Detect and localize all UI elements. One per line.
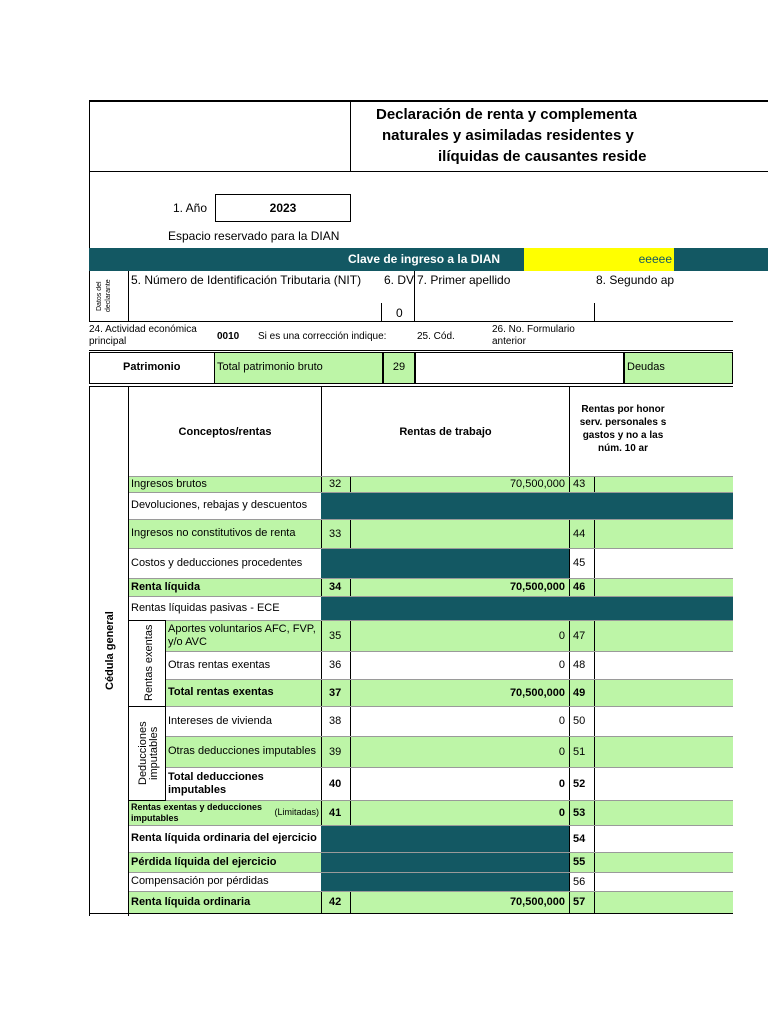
line-number-text: 40 [329, 777, 342, 790]
line-number-2-text: 50 [573, 715, 586, 727]
concept-cell [129, 519, 321, 548]
concept-cell [129, 492, 321, 519]
line-number-2 [569, 891, 595, 913]
concept-label: Costos y deducciones procedentes [131, 556, 303, 569]
concept-label: Ingresos brutos [131, 477, 207, 490]
work-value-input[interactable] [351, 891, 569, 913]
work-value: 0 [558, 659, 565, 671]
concept-cell [129, 476, 321, 492]
line-number-2 [569, 519, 595, 548]
line-number-2-text: 48 [573, 659, 586, 671]
line-number-2 [569, 872, 595, 891]
line-number-2 [569, 767, 595, 800]
concept-suffix: (Limitadas) [274, 807, 319, 817]
work-value-input[interactable] [351, 620, 569, 651]
honor-value-input[interactable] [595, 679, 733, 706]
concept-cell [166, 706, 321, 736]
line-number-text: 42 [329, 896, 342, 908]
line-number-2 [569, 548, 595, 578]
group-exentas-label: Rentas exentas [143, 624, 155, 702]
concept-label: Renta líquida ordinaria [131, 895, 251, 908]
line-number-2-text: 43 [573, 478, 586, 490]
line-number-2 [569, 736, 595, 767]
honor-value-input[interactable] [595, 767, 733, 800]
col-concepts-text: Conceptos/rentas [178, 425, 272, 438]
dian-key-label: Clave de ingreso a la DIAN [348, 252, 501, 266]
line-number-2 [569, 706, 595, 736]
work-value-input[interactable] [351, 706, 569, 736]
honor-value-input[interactable] [595, 578, 733, 596]
line-number [321, 578, 351, 596]
title-line-1: Declaración de renta y complementa [376, 106, 637, 123]
line-number-2 [569, 578, 595, 596]
honor-value-input[interactable] [595, 620, 733, 651]
line-number-text: 32 [329, 478, 342, 490]
work-value-input[interactable] [351, 679, 569, 706]
cod-label: 25. Cód. [417, 331, 455, 342]
concept-label: Renta líquida [131, 580, 201, 593]
concept-cell [166, 767, 321, 800]
dian-reserved-label: Espacio reservado para la DIAN [168, 229, 340, 243]
work-value: 70,500,000 [509, 478, 565, 490]
dv-label: 6. DV [384, 273, 415, 287]
work-value: 0 [558, 629, 565, 642]
honor-value-input[interactable] [595, 736, 733, 767]
line-number-text: 37 [329, 686, 342, 699]
work-value-input[interactable] [351, 476, 569, 492]
honor-value-input[interactable] [595, 800, 733, 825]
concept-label: Compensación por pérdidas [131, 875, 269, 887]
honor-value-input[interactable] [595, 852, 733, 872]
disabled-cell [321, 548, 569, 578]
concept-cell [129, 578, 321, 596]
disabled-cell [321, 825, 569, 852]
line-number-2 [569, 651, 595, 679]
total-patrimonio-text: Total patrimonio bruto [217, 361, 323, 373]
concept-cell [166, 651, 321, 679]
concept-cell [129, 852, 321, 872]
nit-label: 5. Número de Identificación Tributaria (NIT) [131, 273, 362, 287]
work-value-input[interactable] [351, 651, 569, 679]
work-value-input[interactable] [351, 578, 569, 596]
line-number-2-text: 51 [573, 745, 586, 758]
total-patrimonio-input[interactable] [415, 352, 624, 384]
col-work-header [322, 387, 569, 476]
declarant-section-label: Datos del declarante [96, 279, 112, 313]
work-value: 70,500,000 [509, 896, 565, 908]
group-deducciones-label: Deducciones imputables [137, 721, 160, 785]
line-number [321, 706, 351, 736]
title-line-3: ilíquidas de causantes reside [438, 148, 647, 165]
prev-form-label: 26. No. Formulario anterior [492, 324, 575, 347]
honor-value-input[interactable] [595, 825, 733, 852]
line-number-2-text: 56 [573, 875, 586, 888]
concept-label: Pérdida líquida del ejercicio [131, 855, 277, 868]
concept-label: Rentas exentas y deducciones imputables [131, 801, 263, 823]
line-number [321, 679, 351, 706]
concept-label: Total deducciones imputables [168, 770, 264, 796]
form-title [352, 104, 768, 167]
line-number-2 [569, 852, 595, 872]
line-number-2 [569, 620, 595, 651]
honor-value-input[interactable] [595, 651, 733, 679]
concept-label: Intereses de vivienda [168, 714, 272, 727]
work-value: 70,500,000 [509, 581, 565, 593]
concept-cell [166, 679, 321, 706]
cedula-general-label: Cédula general [104, 611, 116, 691]
year-input[interactable] [215, 194, 351, 222]
line-number-2-text: 47 [573, 629, 586, 642]
line-number-2-text: 44 [573, 527, 586, 540]
concept-label: Devoluciones, rebajas y descuentos [131, 499, 308, 511]
line-number-2 [569, 800, 595, 825]
second-surname-label: 8. Segundo ap [596, 273, 674, 287]
line-number-2-text: 57 [573, 896, 586, 908]
title-line-2: naturales y asimiladas residentes y [382, 127, 634, 144]
work-value-input[interactable] [351, 519, 569, 548]
line-number-text: 35 [329, 629, 342, 642]
col-work-text: Rentas de trabajo [399, 425, 492, 438]
work-value-input[interactable] [351, 800, 569, 825]
line-number [321, 891, 351, 913]
concept-label: Ingresos no constitutivos de renta [131, 527, 296, 539]
work-value: 0 [558, 777, 565, 790]
col-concepts-header [129, 387, 321, 476]
concept-cell [129, 891, 321, 913]
year-label: 1. Año [173, 201, 208, 215]
concept-cell [166, 620, 321, 651]
concept-label: Otras rentas exentas [168, 658, 271, 671]
line-number-text: 39 [329, 745, 342, 758]
concept-label: Total rentas exentas [168, 686, 274, 698]
dv-value[interactable]: 0 [396, 306, 403, 320]
line-number-2-text: 54 [573, 832, 586, 845]
total-patrimonio-label [214, 352, 383, 384]
line-number-text: 33 [329, 527, 342, 540]
line-number-text: 41 [329, 806, 342, 819]
total-patrimonio-num-text: 29 [392, 361, 406, 373]
line-number-2 [569, 476, 595, 492]
activity-code[interactable]: 0010 [217, 331, 240, 342]
work-value-input[interactable] [351, 767, 569, 800]
concept-label: Rentas líquidas pasivas - ECE [131, 601, 280, 614]
honor-value-input[interactable] [595, 891, 733, 913]
line-number-2-text: 55 [573, 856, 586, 868]
concept-cell [129, 596, 321, 620]
line-number-2-text: 49 [573, 686, 586, 699]
honor-value-input[interactable] [595, 519, 733, 548]
line-number-2-text: 52 [573, 777, 586, 790]
concept-cell [129, 800, 321, 825]
concept-label: Renta líquida ordinaria del ejercicio [131, 832, 317, 844]
concept-cell [129, 548, 321, 578]
dian-key-text: eeeee [638, 252, 672, 266]
honor-value-input[interactable] [595, 476, 733, 492]
first-surname-label: 7. Primer apellido [417, 273, 511, 287]
line-number-2-text: 46 [573, 581, 586, 593]
line-number-text: 34 [329, 581, 342, 593]
concept-cell [129, 825, 321, 852]
concept-label: Otras deducciones imputables [168, 745, 316, 757]
disabled-cell [321, 872, 569, 891]
concept-cell [129, 872, 321, 891]
work-value-input[interactable] [351, 736, 569, 767]
disabled-cell [321, 492, 733, 519]
line-number [321, 651, 351, 679]
col-honor-header [571, 403, 675, 463]
work-value: 0 [558, 745, 565, 758]
honor-value-input[interactable] [595, 548, 733, 578]
line-number [321, 620, 351, 651]
deudas-label: Deudas [627, 361, 665, 373]
line-number-text: 36 [329, 659, 342, 671]
correction-label: Si es una corrección indique: [258, 331, 387, 342]
work-value: 70,500,000 [509, 686, 565, 699]
line-number [321, 767, 351, 800]
year-value: 2023 [269, 201, 297, 215]
line-number-2 [569, 825, 595, 852]
total-patrimonio-num [383, 352, 415, 384]
patrimonio-label: Patrimonio [123, 361, 181, 373]
col-honor-text: Rentas por honor serv. personales s gastos y no a las núm. 10 ar [579, 404, 667, 454]
disabled-cell [321, 596, 733, 620]
work-value: 0 [558, 806, 565, 819]
work-value: 0 [558, 715, 565, 727]
line-number-2 [569, 679, 595, 706]
line-number-2-text: 53 [573, 806, 586, 819]
concept-cell [166, 736, 321, 767]
line-number-2-text: 45 [573, 557, 586, 569]
honor-value-input[interactable] [595, 872, 733, 891]
disabled-cell [321, 852, 569, 872]
line-number-text: 38 [329, 715, 342, 727]
concept-label: Aportes voluntarios AFC, FVP, y/o AVC [168, 622, 316, 648]
dian-key-value[interactable] [524, 248, 674, 271]
line-number [321, 736, 351, 767]
line-number [321, 476, 351, 492]
line-number [321, 519, 351, 548]
activity-label: 24. Actividad económica principal [89, 324, 197, 347]
line-number [321, 800, 351, 825]
honor-value-input[interactable] [595, 706, 733, 736]
deudas-label-cell [624, 352, 733, 384]
